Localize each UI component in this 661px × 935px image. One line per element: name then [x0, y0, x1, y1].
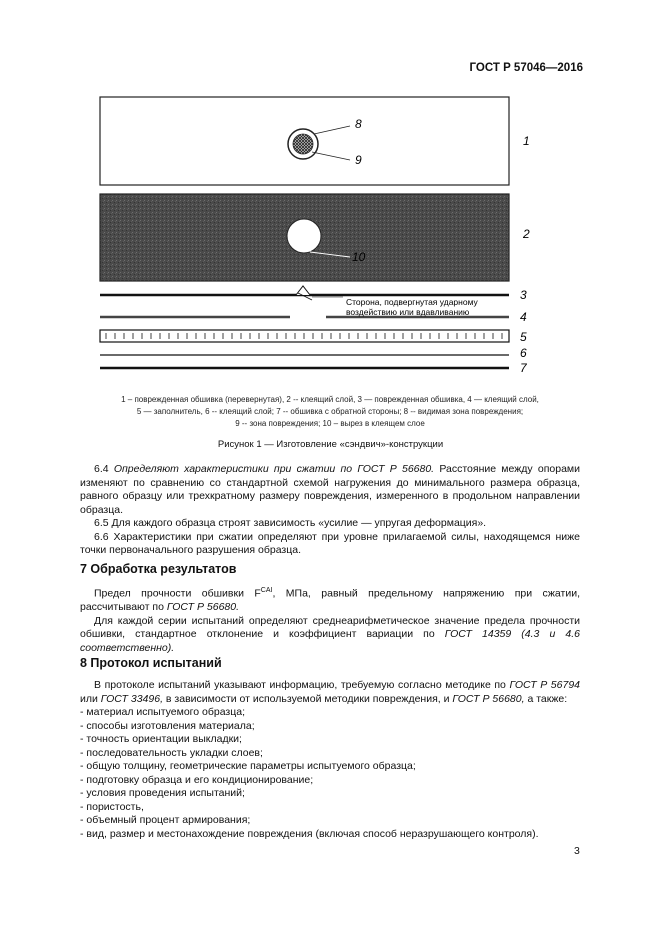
- legend-line-1: 1 – поврежденная обшивка (перевернутая), 2 -- клеящий слой, 3 — поврежденная обшивка, 4 — клеящий слой,: [121, 395, 539, 404]
- label-10: 10: [352, 250, 366, 264]
- label-6: 6: [520, 346, 527, 360]
- section-7-text: [80, 584, 580, 655]
- list-item: - условия проведения испытаний;: [80, 787, 245, 799]
- paragraph-6-5: 6.5 Для каждого образца строят зависимость «усилие — упругая деформация».: [94, 517, 487, 529]
- label-2: 2: [523, 227, 530, 241]
- damage-zone: [293, 134, 313, 154]
- legend-line-2: 5 — заполнитель, 6 -- клеящий слой; 7 -- обшивка с обратной стороны; 8 -- видимая зона повреждения;: [136, 407, 524, 416]
- list-item: - пористость,: [80, 800, 144, 813]
- list-item: - последовательность укладки слоев;: [80, 746, 263, 759]
- list-item: - точность ориентации выкладки;: [80, 733, 242, 745]
- list-item: - общую толщину, геометрические параметры испытуемого образца;: [80, 760, 416, 772]
- label-7: 7: [520, 361, 527, 375]
- impact-note-1: Сторона, подвергнутая ударному: [346, 297, 478, 307]
- list-item: - подготовку образца и его кондиционирование;: [80, 773, 314, 786]
- section-8-intro: [80, 679, 580, 706]
- paragraph-8: В протоколе испытаний указывают информацию, требуемую согласно методике по ГОСТ Р 56794 или ГОСТ 33496, в зависимости от используемой методики повреждения, и ГОСТ Р 56680, а также:: [80, 679, 580, 705]
- list-item: - материал испытуемого образца;: [80, 706, 246, 718]
- sandwich-figure: [0, 0, 661, 430]
- label-3: 3: [520, 288, 527, 302]
- document-code: ГОСТ Р 57046—2016: [469, 62, 583, 74]
- section-7-title: 7 Обработка результатов: [80, 562, 237, 576]
- legend-line-3: 9 -- зона повреждения; 10 – вырез в клеящем слое: [235, 419, 425, 428]
- paragraph-6-6: 6.6 Характеристики при сжатии определяют при уровне прилагаемой силы, находящемся ниже точки первоначального разрушения образца.: [80, 530, 580, 556]
- figure-caption: Рисунок 1 — Изготовление «сэндвич»-конструкции: [217, 439, 444, 450]
- label-1: 1: [523, 134, 530, 148]
- label-4: 4: [520, 310, 527, 324]
- label-9: 9: [355, 153, 362, 167]
- paragraph-7a: Предел прочности обшивки $F^{CAI}$, МПа, равный предельному напряжению при сжатии, рассчитывают по ГОСТ Р 56680.: [80, 587, 580, 613]
- label-5: 5: [520, 330, 527, 344]
- paragraph-7b: Для каждой серии испытаний определяют среднеарифметическое значение предела прочности обшивки, стандартное отклонение и коэффициент вариации по ГОСТ 14359 (4.3 и 4.6 соответственно).: [80, 614, 580, 654]
- section-6-text: [80, 463, 580, 558]
- adhesive-cutout: [287, 219, 321, 253]
- list-item: - вид, размер и местонахождение повреждения (включая способ неразрушающего контроля).: [80, 827, 539, 840]
- section-8-title: 8 Протокол испытаний: [80, 656, 222, 670]
- impact-note-2: воздействию или вдавливанию: [346, 307, 470, 317]
- label-8: 8: [355, 117, 362, 131]
- protocol-list: [80, 706, 580, 841]
- list-item: - способы изготовления материала;: [80, 719, 255, 732]
- list-item: - объемный процент армирования;: [80, 814, 251, 826]
- page-number: 3: [574, 845, 580, 857]
- paragraph-6-4: 6.4 Определяют характеристики при сжатии по ГОСТ Р 56680. Расстояние между опорами изменяют по сравнению со стандартной схемой нагружения до минимального размера образца, равного образцу или трехкратному размеру повреждения, измеренного в продольном направлении образца.: [80, 463, 581, 516]
